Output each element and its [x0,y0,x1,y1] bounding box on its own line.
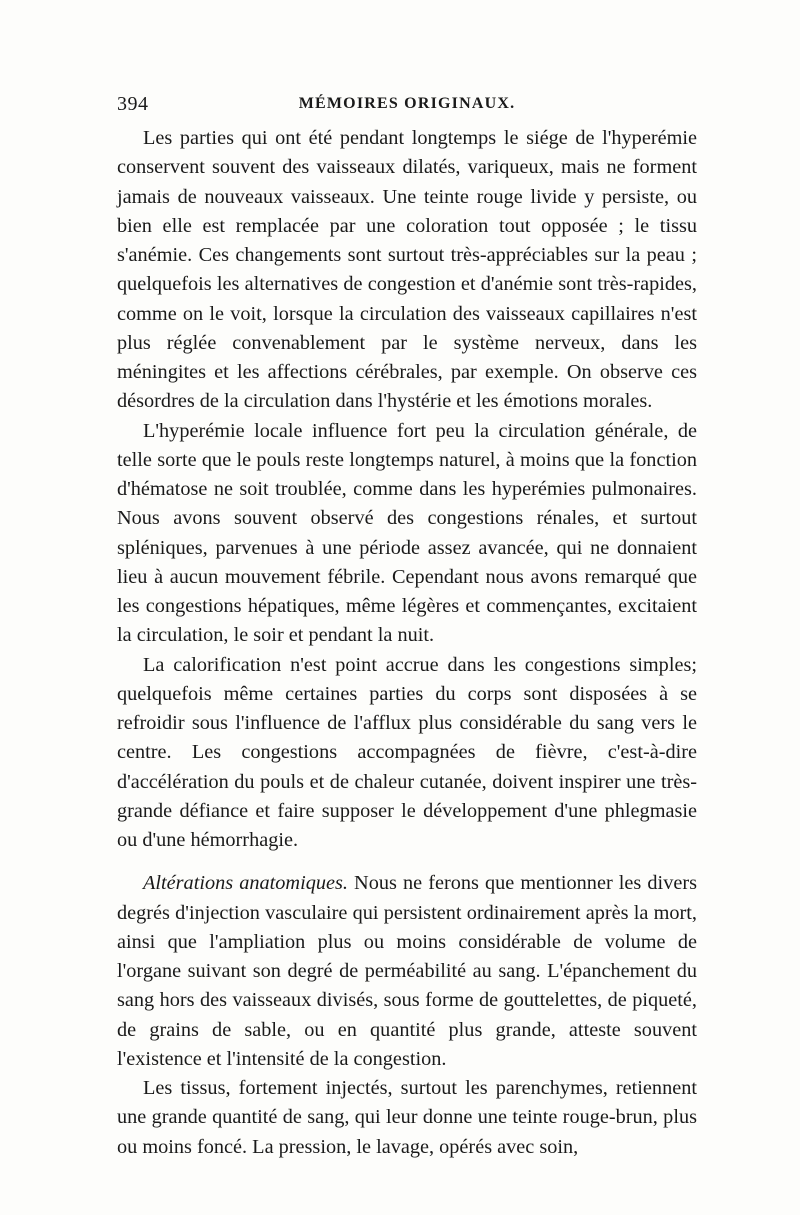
paragraph-hyperemia-vessels: Les parties qui ont été pendant longtemps le siége de l'hyperémie conservent souvent des vaisseaux dilatés, variqueux, mais ne forment jamais de nouveaux vaisseaux. Une teinte rouge livide y persiste, ou bien elle est remplacée par une coloration tout opposée ; le tissu s'anémie. Ces changements sont surtout très-appréciables sur la peau ; quelquefois les alternatives de congestion et d'anémie sont très-rapides, comme on le voit, lorsque la circulation des vaisseaux capillaires n'est plus réglée convenablement par le système nerveux, dans les méningites et les affections cérébrales, par exemple. On observe ces désordres de la circulation dans l'hystérie et les émotions morales. [117,127,697,413]
page-header [117,93,697,119]
page-number: 394 [117,93,149,115]
section-text: Nous ne ferons que mentionner les divers degrés d'injection vasculaire qui persistent ordinairement après la mort, ainsi que l'ampliation plus ou moins considérable de volume de l'organe suivant son degré de perméabilité au sang. L'épanchement du sang hors des vaisseaux divisés, sous forme de gouttelettes, de piqueté, de grains de sable, ou en quantité plus grande, atteste souvent l'existence et l'intensité de la congestion. [117,872,697,1070]
section-title: Altérations anatomiques. [143,872,348,895]
paragraph-tissues: Les tissus, fortement injectés, surtout les parenchymes, retiennent une grande quantité de sang, qui leur donne une teinte rouge-brun, plus ou moins foncé. La pression, le lavage, opérés avec soin, [117,1077,697,1158]
paragraph-calorification: La calorification n'est point accrue dans les congestions simples; quelquefois même certaines parties du corps sont disposées à se refroidir sous l'influence de l'afflux plus considérable du sang vers le centre. Les congestions accompagnées de fièvre, c'est-à-dire d'accélération du pouls et de chaleur cutanée, doivent inspirer une très-grande défiance et faire supposer le développement d'une phlegmasie ou d'une hémorrhagie. [117,653,697,851]
paragraph-general-circulation: L'hyperémie locale influence fort peu la circulation générale, de telle sorte que le pouls reste longtemps naturel, à moins que la fonction d'hématose ne soit troublée, comme dans les hyperémies pulmonaires. Nous avons souvent observé des congestions rénales, et surtout spléniques, parvenues à une période assez avancée, qui ne donnaient lieu à aucun mouvement fébrile. Cependant nous avons remarqué que les congestions hépatiques, même légères et commençantes, excitaient la circulation, le soir et pendant la nuit. [117,419,697,647]
running-title: MÉMOIRES ORIGINAUX. [298,95,516,112]
section-anatomical-alterations [117,869,697,1074]
body-text [117,124,697,1162]
